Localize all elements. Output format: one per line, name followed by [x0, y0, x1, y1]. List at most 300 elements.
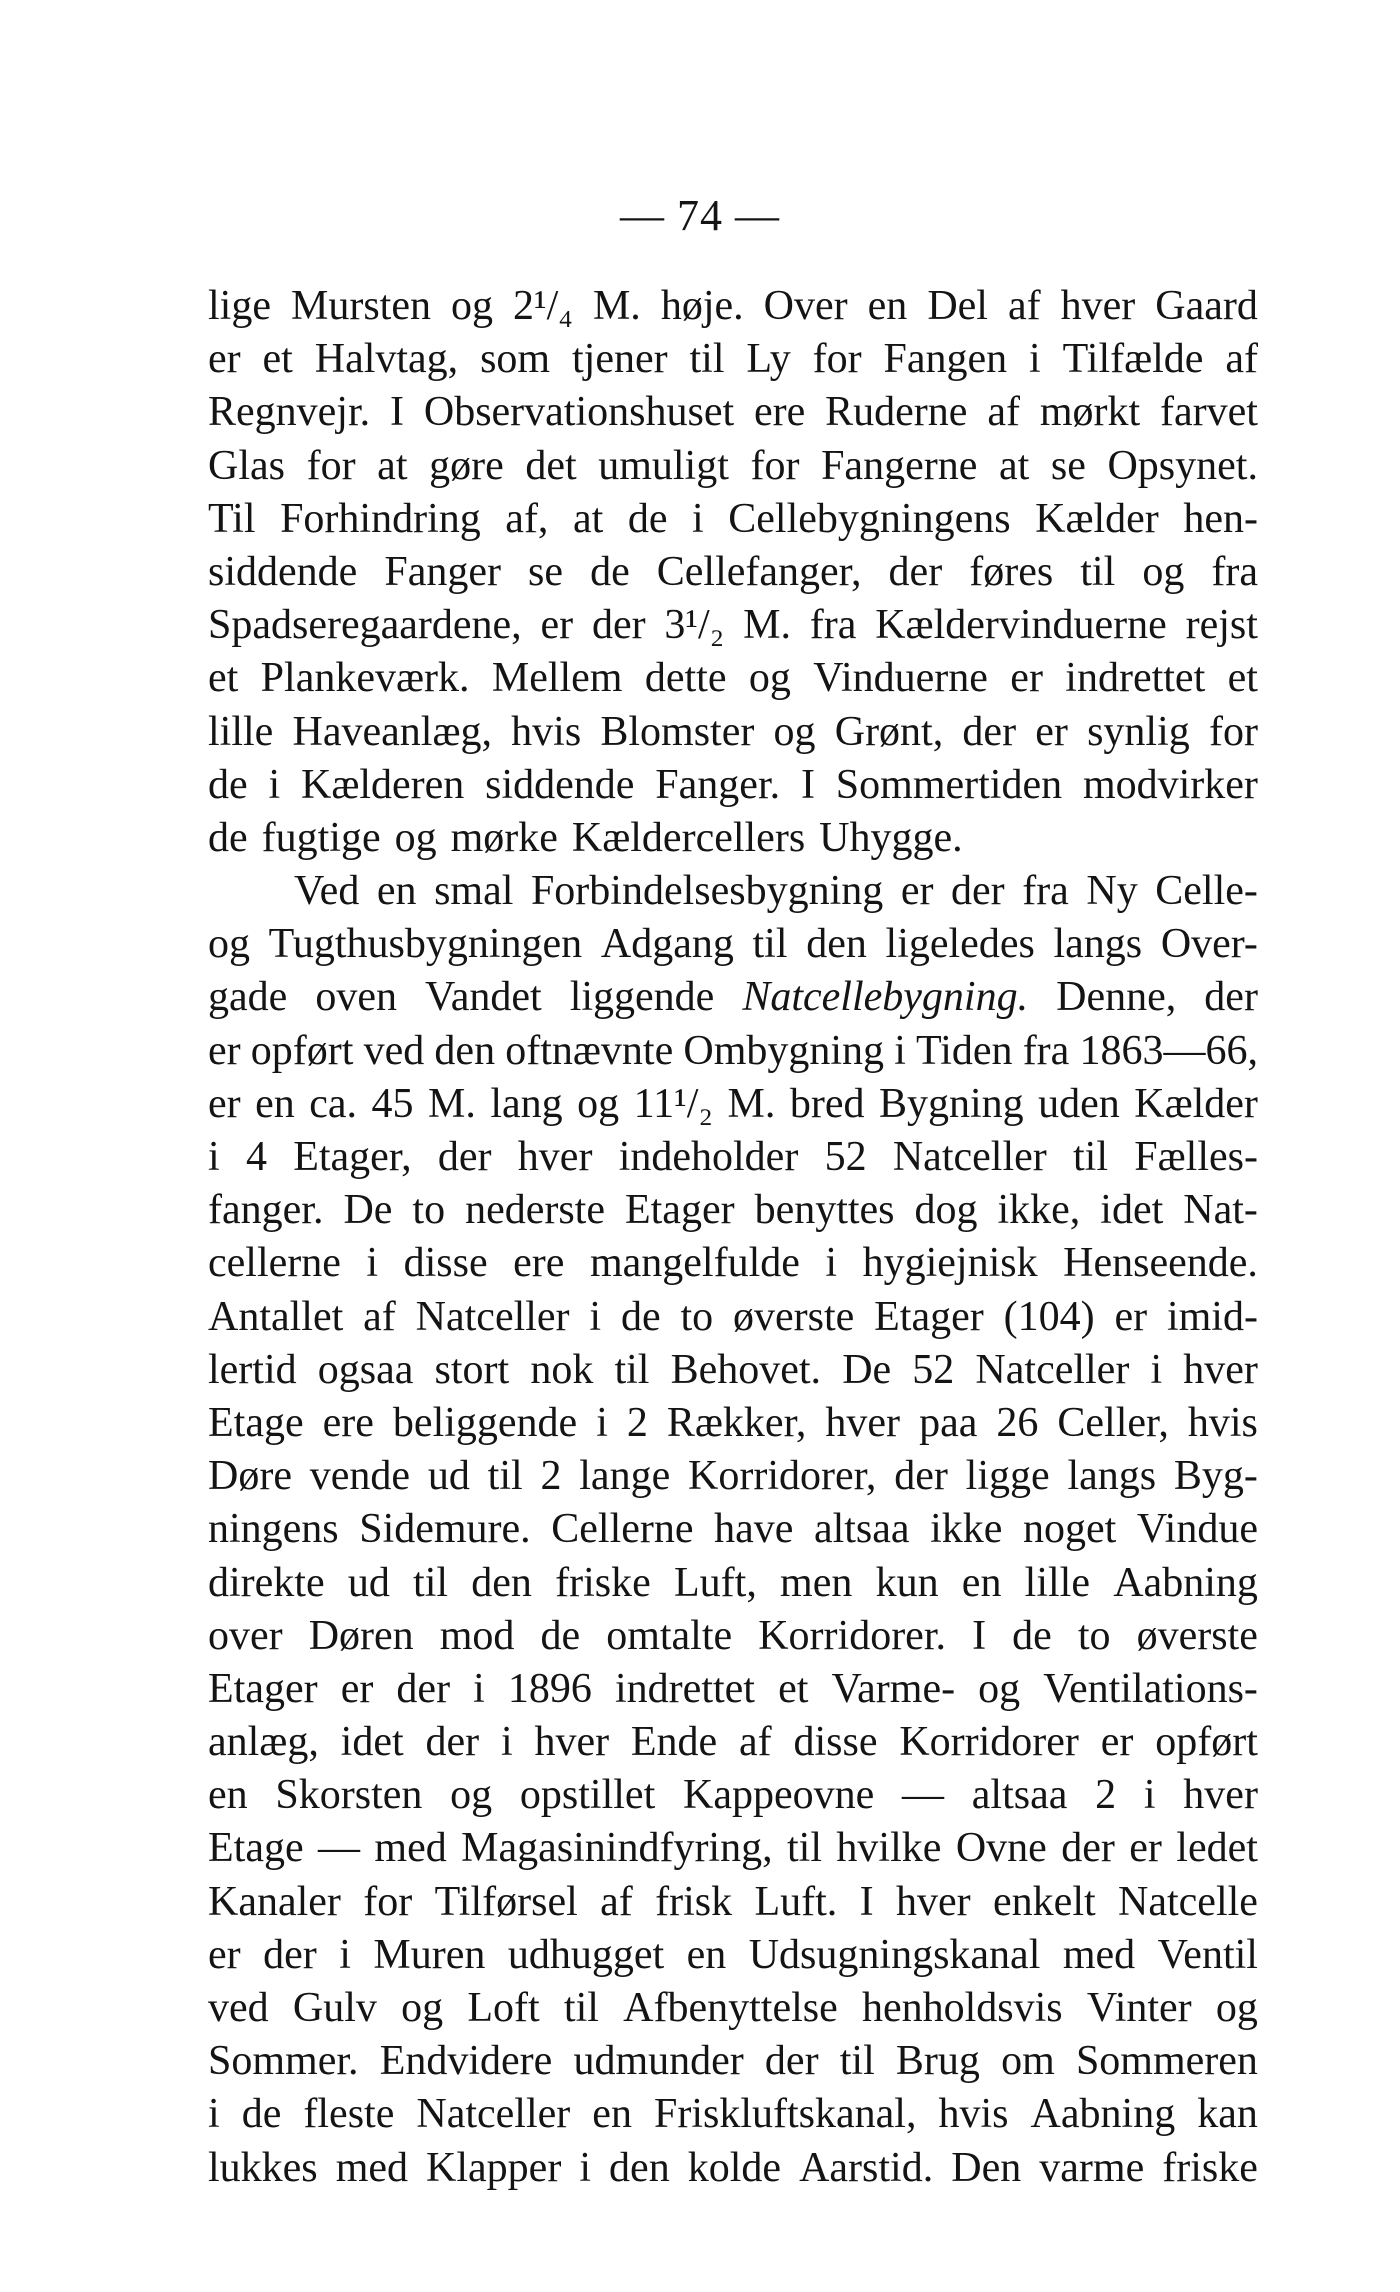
word: Ombygning	[683, 1027, 885, 1074]
text-line	[208, 493, 1258, 546]
word: som	[480, 336, 551, 383]
word: for	[1208, 708, 1258, 755]
word: Gulv	[292, 1985, 377, 2031]
word: ikke	[930, 1506, 1003, 1553]
word: et	[1227, 655, 1258, 702]
word: omtalte	[606, 1612, 733, 1659]
word: der	[888, 548, 943, 595]
word: 3¹/₂	[664, 602, 725, 649]
word: 52	[824, 1134, 867, 1180]
word: over	[208, 1612, 283, 1659]
word: Vinduerne	[813, 655, 988, 702]
word: Byg-	[1173, 1453, 1258, 1500]
word: hvilke	[836, 1825, 942, 1872]
word: Den	[951, 2144, 1022, 2191]
text-line	[208, 1397, 1258, 1450]
word: Til	[208, 495, 256, 542]
word: i	[825, 1240, 838, 1287]
word: Etager	[874, 1293, 984, 1340]
word: af	[739, 1719, 772, 1766]
text-line	[208, 2035, 1258, 2088]
word: et	[778, 1665, 809, 1712]
text-line	[208, 2088, 1258, 2141]
word: Vandet	[425, 974, 542, 1021]
word: nederste	[465, 1187, 605, 1234]
word: 2	[540, 1453, 562, 1500]
word: den	[806, 921, 867, 968]
word: kan	[1197, 2091, 1258, 2138]
word: 2	[1095, 1772, 1117, 1819]
word: hver	[1183, 1772, 1258, 1819]
word: en	[255, 1080, 295, 1127]
word: Ny	[1086, 868, 1138, 915]
text-line	[208, 333, 1258, 386]
word: der	[425, 1719, 480, 1766]
word: i	[692, 495, 704, 542]
word: kun	[875, 1559, 939, 1606]
word: Fælles-	[1134, 1134, 1258, 1180]
word: vende	[309, 1453, 411, 1500]
word: siddende	[485, 761, 635, 808]
word: I	[972, 1612, 987, 1659]
word: oftnævnte	[505, 1027, 674, 1074]
word: der	[894, 1453, 948, 1500]
word: i	[500, 1719, 513, 1766]
word: Korridorer.	[758, 1612, 946, 1659]
word: til	[563, 1985, 599, 2031]
word: hver	[534, 1719, 610, 1766]
word: Etage	[208, 1399, 304, 1446]
word: Forbindelsesbygning	[530, 868, 884, 915]
word: lertid	[208, 1346, 297, 1393]
word: til	[614, 1346, 650, 1393]
word: indrettet	[615, 1665, 755, 1712]
word: ud	[427, 1453, 470, 1500]
word: for	[363, 1878, 413, 1925]
word: Sommertiden	[835, 761, 1063, 808]
word: i	[1143, 1772, 1156, 1819]
word: de	[627, 495, 668, 542]
word: Kappeovne	[683, 1772, 875, 1819]
word: der	[962, 708, 1017, 755]
word: den	[609, 2144, 670, 2191]
word: ligeledes	[885, 921, 1035, 968]
word: og	[773, 708, 816, 755]
word: af	[987, 389, 1020, 436]
word: med	[1062, 1931, 1136, 1978]
word: Luft.	[754, 1878, 838, 1925]
word: i	[579, 2144, 592, 2191]
body-text	[208, 280, 1258, 2195]
word: i	[366, 1240, 379, 1287]
text-line	[208, 1557, 1258, 1610]
word: Aabning	[1030, 2091, 1176, 2138]
word: og	[208, 921, 250, 968]
text-line	[208, 652, 1258, 705]
word: to	[1077, 1612, 1111, 1659]
word: Muren	[373, 1931, 486, 1978]
text-line	[208, 1237, 1258, 1290]
word: Tiden	[916, 1027, 1013, 1074]
text-line	[208, 1982, 1258, 2035]
word: 11¹/₂	[633, 1080, 714, 1127]
word: mørke	[450, 814, 558, 861]
word: ere	[754, 389, 806, 436]
word: den	[434, 1027, 496, 1074]
word: Endvidere	[379, 2038, 553, 2085]
word: idet	[340, 1719, 404, 1766]
word: Aabning	[1113, 1559, 1258, 1606]
word: dog	[914, 1187, 978, 1234]
word: er	[340, 1665, 374, 1712]
word: i	[268, 761, 281, 808]
word: 1863—66,	[1079, 1027, 1258, 1074]
word: et	[208, 655, 239, 702]
word: oven	[315, 974, 397, 1021]
text-line	[208, 706, 1258, 759]
word: altsaa	[813, 1506, 910, 1553]
word: —	[902, 1772, 945, 1819]
text-line	[208, 1078, 1258, 1131]
word: Glas	[208, 442, 285, 489]
word: Denne,	[1056, 974, 1177, 1021]
word: ud	[347, 1559, 390, 1606]
word: Brug	[895, 2038, 980, 2085]
word: de	[1012, 1612, 1052, 1659]
word: af	[1007, 283, 1041, 329]
word: ca.	[309, 1080, 358, 1127]
word: og	[1215, 1985, 1258, 2031]
word: to	[680, 1293, 714, 1340]
word: benyttes	[754, 1187, 895, 1234]
word: og	[978, 1665, 1021, 1712]
word: have	[714, 1506, 794, 1553]
word: farvet	[1160, 389, 1258, 436]
word: Cellefanger,	[656, 548, 862, 595]
word: se	[528, 548, 564, 595]
word: i	[208, 2091, 220, 2138]
word: Sidemure.	[359, 1506, 531, 1553]
word: Celle-	[1155, 868, 1258, 915]
word: lille	[1024, 1559, 1090, 1606]
word: Grønt,	[834, 708, 944, 755]
word: ledet	[1176, 1825, 1258, 1872]
word: til	[839, 2038, 875, 2085]
word: Vindue	[1136, 1506, 1258, 1553]
word: modvirker	[1082, 761, 1258, 808]
word: Luft,	[674, 1559, 757, 1606]
word: mod	[439, 1612, 515, 1659]
word: i	[894, 1027, 906, 1074]
word: de	[208, 814, 248, 861]
word: de	[620, 1293, 661, 1340]
word: lille	[208, 708, 274, 755]
text-line	[208, 1503, 1258, 1556]
word: 52	[912, 1346, 955, 1393]
word: i	[589, 1293, 602, 1340]
word: til	[1080, 548, 1116, 595]
word: gøre	[429, 442, 504, 489]
text-line	[208, 1184, 1258, 1237]
word: Natceller	[415, 1293, 570, 1340]
word: Ruderne	[825, 389, 968, 436]
word: hver	[1060, 283, 1136, 329]
word: Døre	[208, 1453, 292, 1500]
word: Etager	[624, 1187, 735, 1234]
text-line	[208, 1929, 1258, 1982]
word: fra	[1022, 868, 1069, 915]
word: er	[1114, 1293, 1148, 1340]
text-line	[208, 546, 1258, 599]
page-number: — 74 —	[620, 191, 780, 240]
word: Loft	[467, 1985, 540, 2031]
word: Sommer.	[208, 2038, 359, 2085]
word: ligge	[965, 1453, 1050, 1500]
word: Ventil	[1157, 1931, 1258, 1978]
word: Uhygge.	[819, 814, 963, 861]
word: Adgang	[600, 921, 734, 968]
word: Halvtag,	[314, 336, 459, 383]
word: Henseende.	[1063, 1240, 1258, 1287]
word: til	[1073, 1134, 1109, 1180]
word: indeholder	[618, 1134, 799, 1180]
word: lukkes	[208, 2144, 318, 2191]
word: hvis	[938, 2091, 1009, 2138]
word: M.	[743, 602, 791, 649]
word: Rækker,	[666, 1399, 807, 1446]
word: M.	[727, 1080, 776, 1127]
word: Kælder	[1134, 1080, 1258, 1127]
word: at	[998, 442, 1030, 489]
word: hen-	[1183, 495, 1258, 542]
word: høje.	[660, 283, 744, 329]
word: Forhindring	[280, 495, 481, 542]
word: Fanger	[384, 548, 501, 595]
word: hver	[1183, 1346, 1258, 1393]
word: lige	[208, 283, 271, 329]
word: med	[374, 1825, 447, 1872]
word: cellerne	[208, 1240, 341, 1287]
word: hygiejnisk	[862, 1240, 1038, 1287]
word: til	[689, 336, 725, 383]
word: Regnvejr.	[208, 389, 371, 436]
word: ere	[322, 1399, 374, 1446]
word: ved	[208, 1985, 269, 2031]
word: og	[748, 655, 791, 702]
word: en	[867, 283, 908, 329]
word: rejst	[1185, 602, 1258, 649]
word: Antallet	[208, 1293, 344, 1340]
word: idet	[1100, 1187, 1164, 1234]
text-line	[208, 1025, 1258, 1078]
word: Etage	[208, 1825, 304, 1872]
word: Bygning	[878, 1080, 1024, 1127]
word: Kældercellers	[571, 814, 806, 861]
word: og	[1142, 548, 1185, 595]
text-line	[208, 1610, 1258, 1663]
word: lange	[579, 1453, 671, 1500]
word: for	[306, 442, 356, 489]
word: ere	[513, 1240, 565, 1287]
word: Etager	[208, 1665, 318, 1712]
word: I	[859, 1878, 874, 1925]
word: der	[437, 1134, 492, 1180]
word: af	[600, 1878, 633, 1925]
word: se	[1050, 442, 1086, 489]
word: henholdsvis	[861, 1985, 1063, 2031]
word: lang	[490, 1080, 563, 1127]
word: Blomster	[600, 708, 755, 755]
word: den	[471, 1559, 532, 1606]
word: langs	[1053, 921, 1143, 968]
word: De	[343, 1187, 393, 1234]
word: Over-	[1160, 921, 1258, 968]
text-line	[208, 1131, 1258, 1184]
word: Mellem	[491, 655, 623, 702]
word: varme	[1039, 2144, 1145, 2191]
word: 4	[245, 1134, 267, 1180]
word: ningens	[208, 1506, 339, 1553]
word: Natceller	[975, 1346, 1130, 1393]
word: det	[525, 442, 577, 489]
word: paa	[919, 1399, 978, 1446]
word: hvis	[1187, 1399, 1258, 1446]
word: hver	[825, 1399, 901, 1446]
word: Mursten	[291, 283, 431, 329]
word: Del	[927, 283, 988, 329]
word: Kanaler	[208, 1878, 341, 1925]
word: friske	[1162, 2144, 1258, 2191]
word: er	[208, 336, 241, 383]
word: Tugthusbygningen	[268, 921, 583, 968]
word: Vinter	[1086, 1985, 1192, 2031]
word: i	[596, 1399, 608, 1446]
word: siddende	[208, 548, 358, 595]
word: er	[1129, 1825, 1162, 1872]
word: Ovne	[955, 1825, 1047, 1872]
word: mangelfulde	[589, 1240, 800, 1287]
word: Ly	[746, 336, 791, 383]
word: Korridorer,	[688, 1453, 877, 1500]
word: Cellebygningens	[728, 495, 1011, 542]
word: udmunder	[573, 2038, 744, 2085]
word: 26	[996, 1399, 1039, 1446]
word: Korridorer	[899, 1719, 1079, 1766]
word: 2¹/₄	[513, 283, 573, 329]
word: fugtige	[261, 814, 381, 861]
word: dette	[644, 655, 727, 702]
word: Udsugningskanal	[748, 1931, 1041, 1978]
word: Afbenyttelse	[623, 1985, 838, 2031]
word: M.	[592, 283, 641, 329]
word: De	[842, 1346, 892, 1393]
word: de	[208, 761, 248, 808]
word: Haveanlæg,	[292, 708, 492, 755]
word: gade	[208, 974, 288, 1021]
word: er	[208, 1080, 241, 1127]
text-line	[208, 759, 1258, 812]
word: udhugget	[507, 1931, 665, 1978]
word: en	[592, 2091, 632, 2138]
word: Kælderen	[301, 761, 465, 808]
word: fleste	[303, 2091, 395, 2138]
word: kolde	[687, 2144, 782, 2191]
word: Fanger.	[655, 761, 781, 808]
text-line	[208, 440, 1258, 493]
word: Opsynet.	[1107, 442, 1258, 489]
word: Magasinindfyring,	[461, 1825, 773, 1872]
word: beliggende	[392, 1399, 578, 1446]
text-line	[208, 1822, 1258, 1875]
word: ogsaa	[317, 1346, 414, 1393]
word: I	[390, 389, 404, 436]
word: og	[394, 814, 437, 861]
word: hver	[517, 1134, 593, 1180]
word: Nat-	[1183, 1187, 1258, 1234]
word: de	[590, 548, 630, 595]
word: Kældervinduerne	[875, 602, 1167, 649]
word: direkte	[208, 1559, 325, 1606]
word: af,	[505, 495, 549, 542]
word: Døren	[308, 1612, 414, 1659]
word: der	[263, 1931, 317, 1978]
word: Fangen	[883, 336, 1008, 383]
word: af	[1225, 336, 1258, 383]
text-line	[208, 1876, 1258, 1929]
text-line	[208, 971, 1258, 1024]
word: opstillet	[519, 1772, 656, 1819]
word: Friskluftskanal,	[653, 2091, 917, 2138]
text-line	[208, 280, 1258, 333]
word: er	[900, 868, 934, 915]
word: nok	[530, 1346, 594, 1393]
text-line	[208, 1291, 1258, 1344]
word: er	[540, 602, 574, 649]
word: for	[750, 442, 800, 489]
word: øverste	[732, 1293, 855, 1340]
word: disse	[403, 1240, 488, 1287]
word: hvis	[511, 708, 582, 755]
word: friske	[555, 1559, 651, 1606]
word: men	[780, 1559, 853, 1606]
text-line	[208, 1450, 1258, 1503]
word: en	[208, 1772, 248, 1819]
word: føres	[969, 548, 1054, 595]
word: er	[1010, 655, 1043, 702]
word: i	[1150, 1346, 1163, 1393]
word: Varme-	[831, 1665, 956, 1712]
word: bred	[789, 1080, 865, 1127]
word: liggende	[569, 974, 715, 1021]
word: tjener	[571, 336, 668, 383]
word: disse	[793, 1719, 878, 1766]
word: imid-	[1166, 1293, 1258, 1340]
word: for	[812, 336, 862, 383]
word: Ved	[294, 868, 360, 915]
word: er	[208, 1931, 241, 1978]
text-line	[208, 865, 1258, 918]
word: umuligt	[598, 442, 729, 489]
word: Observationshuset	[423, 389, 735, 436]
word: M.	[428, 1080, 476, 1127]
word: Fangerne	[821, 442, 978, 489]
text-line	[208, 386, 1258, 439]
word: en	[961, 1559, 1002, 1606]
word: til	[787, 1825, 823, 1872]
word: der	[591, 602, 646, 649]
word: er	[208, 1027, 241, 1074]
word: altsaa	[971, 1772, 1068, 1819]
